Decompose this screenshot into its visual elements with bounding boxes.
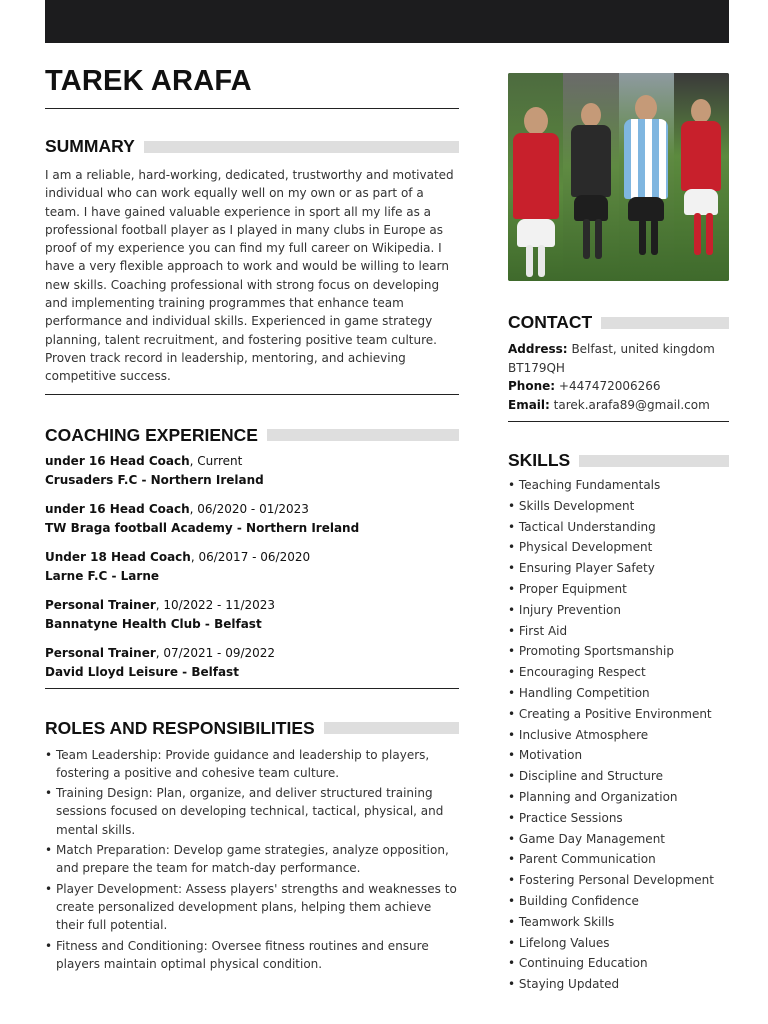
phone-label: Phone: bbox=[508, 379, 556, 393]
experience-list bbox=[45, 452, 459, 682]
job-dates: , 06/2020 - 01/2023 bbox=[189, 501, 309, 516]
address-label: Address: bbox=[508, 342, 568, 356]
job-entry bbox=[45, 596, 459, 634]
experience-title: COACHING EXPERIENCE bbox=[45, 424, 258, 445]
contact-heading bbox=[508, 312, 729, 333]
skill-item: • Inclusive Atmosphere bbox=[508, 725, 729, 746]
candidate-name: TAREK ARAFA bbox=[45, 65, 252, 97]
job-dates: , Current bbox=[189, 453, 243, 468]
photo-strip bbox=[563, 73, 618, 281]
divider bbox=[45, 688, 459, 689]
skill-item: • Encouraging Respect bbox=[508, 662, 729, 683]
skill-item: • First Aid bbox=[508, 621, 729, 642]
roles-title: ROLES AND RESPONSIBILITIES bbox=[45, 717, 315, 738]
job-title: Personal Trainer bbox=[45, 645, 156, 660]
list-item: • Training Design: Plan, organize, and deliver structured training sessions focused on developing technical, tactical, physical, and mental skills. bbox=[45, 784, 459, 839]
skill-item: • Parent Communication bbox=[508, 849, 729, 870]
skills-list bbox=[508, 475, 729, 995]
skill-item: • Creating a Positive Environment bbox=[508, 704, 729, 725]
summary-text: I am a reliable, hard-working, dedicated, trustworthy and motivated individual who can work equally well on my own or as part of a team. I have gained valuable experience in sport all my life as a professional football player as I played in many clubs in Europe as proof of my experience you can find my full career on Wikipedia. I have a very flexible approach to work and would be willing to learn new skills. Coaching professional with strong focus on developing and implementing training programmes that enhance team performance and individual skills. Experienced in game strategy planning, talent recruitment, and fostering positive team culture. Proven track record in leadership, mentoring, and achieving competitive success. bbox=[45, 168, 454, 384]
list-item: • Fitness and Conditioning: Oversee fitness routines and ensure players maintain optimal physical condition. bbox=[45, 937, 459, 974]
contact-phone bbox=[508, 377, 729, 396]
job-dates: , 06/2017 - 06/2020 bbox=[190, 549, 311, 564]
address-value: Belfast, united kingdom BT179QH bbox=[508, 342, 715, 375]
main-column bbox=[45, 62, 459, 975]
roles-heading bbox=[45, 718, 459, 739]
photo-strip bbox=[619, 73, 674, 281]
skill-item: • Planning and Organization bbox=[508, 787, 729, 808]
skill-item: • Promoting Sportsmanship bbox=[508, 641, 729, 662]
skill-item: • Teamwork Skills bbox=[508, 912, 729, 933]
skill-item: • Teaching Fundamentals bbox=[508, 475, 729, 496]
summary-heading bbox=[45, 136, 459, 157]
job-entry bbox=[45, 452, 459, 490]
job-entry bbox=[45, 500, 459, 538]
job-organization: TW Braga football Academy - Northern Ireland bbox=[45, 520, 360, 535]
contact-address bbox=[508, 340, 729, 377]
skill-item: • Handling Competition bbox=[508, 683, 729, 704]
heading-bar bbox=[601, 317, 729, 329]
skill-item: • Staying Updated bbox=[508, 974, 729, 995]
experience-heading bbox=[45, 425, 459, 446]
photo-strip bbox=[508, 73, 563, 281]
skill-item: • Ensuring Player Safety bbox=[508, 558, 729, 579]
job-organization: Crusaders F.C - Northern Ireland bbox=[45, 472, 264, 487]
job-entry bbox=[45, 644, 459, 682]
job-title: under 16 Head Coach bbox=[45, 453, 190, 468]
profile-photo bbox=[508, 73, 729, 281]
heading-bar bbox=[267, 429, 459, 441]
skill-item: • Continuing Education bbox=[508, 953, 729, 974]
skill-item: • Injury Prevention bbox=[508, 600, 729, 621]
divider bbox=[45, 108, 459, 109]
side-column bbox=[508, 73, 729, 995]
phone-value: +447472006266 bbox=[558, 379, 661, 393]
divider bbox=[45, 394, 459, 395]
job-organization: Bannatyne Health Club - Belfast bbox=[45, 616, 262, 631]
skill-item: • Skills Development bbox=[508, 496, 729, 517]
roles-list bbox=[45, 746, 459, 974]
skill-item: • Game Day Management bbox=[508, 829, 729, 850]
skill-item: • Lifelong Values bbox=[508, 933, 729, 954]
header-bar bbox=[45, 0, 729, 43]
job-dates: , 10/2022 - 11/2023 bbox=[155, 597, 276, 612]
list-item: • Match Preparation: Develop game strategies, analyze opposition, and prepare the team for match-day performance. bbox=[45, 841, 459, 878]
skill-item: • Discipline and Structure bbox=[508, 766, 729, 787]
contact-email bbox=[508, 396, 729, 415]
divider bbox=[508, 421, 729, 422]
job-dates: , 07/2021 - 09/2022 bbox=[155, 645, 276, 660]
contact-details bbox=[508, 340, 729, 414]
heading-bar bbox=[324, 722, 459, 734]
job-title: Under 18 Head Coach bbox=[45, 549, 191, 564]
skill-item: • Tactical Understanding bbox=[508, 517, 729, 538]
heading-bar bbox=[579, 455, 729, 467]
list-item: • Player Development: Assess players' strengths and weaknesses to create personalized development plans, helping them achieve their full potential. bbox=[45, 880, 459, 935]
skill-item: • Motivation bbox=[508, 745, 729, 766]
skills-title: SKILLS bbox=[508, 450, 571, 470]
skill-item: • Practice Sessions bbox=[508, 808, 729, 829]
skill-item: • Building Confidence bbox=[508, 891, 729, 912]
summary-title: SUMMARY bbox=[45, 136, 135, 156]
email-label: Email: bbox=[508, 397, 550, 412]
contact-title: CONTACT bbox=[508, 312, 593, 332]
heading-bar bbox=[144, 141, 459, 153]
skill-item: • Fostering Personal Development bbox=[508, 870, 729, 891]
email-value[interactable]: tarek.arafa89@gmail.com bbox=[553, 397, 710, 412]
list-item: • Team Leadership: Provide guidance and leadership to players, fostering a positive and cohesive team culture. bbox=[45, 746, 459, 783]
job-title: under 16 Head Coach bbox=[45, 501, 190, 516]
job-entry bbox=[45, 548, 459, 586]
skills-heading bbox=[508, 450, 729, 471]
job-organization: David Lloyd Leisure - Belfast bbox=[45, 664, 239, 679]
skill-item: • Proper Equipment bbox=[508, 579, 729, 600]
skill-item: • Physical Development bbox=[508, 537, 729, 558]
job-organization: Larne F.C - Larne bbox=[45, 568, 159, 583]
photo-strip bbox=[674, 73, 729, 281]
job-title: Personal Trainer bbox=[45, 597, 156, 612]
